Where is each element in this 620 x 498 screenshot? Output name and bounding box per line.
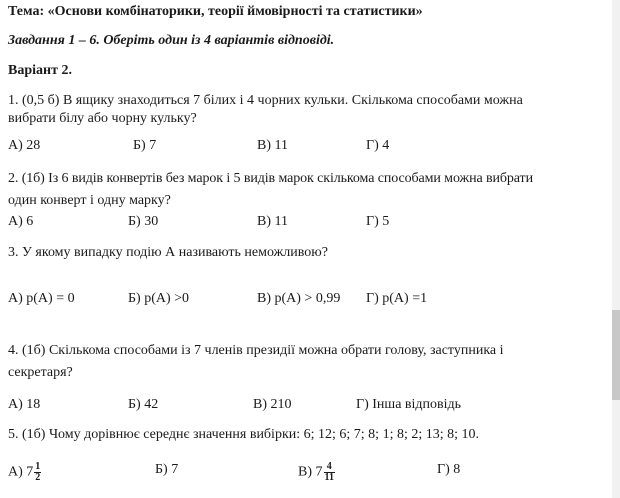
question-3-option-d: Г) р(А) =1 xyxy=(366,291,428,306)
topic-title: Тема: «Основи комбінаторики, теорії ймовірності та статистики» xyxy=(8,4,423,19)
scrollbar-thumb[interactable] xyxy=(612,310,620,400)
task-instruction: Завдання 1 – 6. Оберіть один із 4 варіантів відповіді. xyxy=(8,33,335,48)
fraction-numerator: 4 xyxy=(324,462,335,473)
question-4-line-2: секретаря? xyxy=(8,365,73,380)
question-1-option-d: Г) 4 xyxy=(366,138,390,153)
fraction xyxy=(34,462,41,483)
fraction-denominator: 2 xyxy=(35,472,41,483)
question-5-line-1: 5. (1б) Чому дорівнює середнє значення вибірки: 6; 12; 6; 7; 8; 1; 8; 2; 13; 8; 10. xyxy=(8,427,480,442)
question-4-option-d: Г) Інша відповідь xyxy=(356,397,462,412)
question-2-option-d: Г) 5 xyxy=(366,214,390,229)
question-5-option-a-prefix: А) 7 xyxy=(8,464,34,480)
question-4-option-b: Б) 42 xyxy=(128,397,159,412)
question-4-option-c: В) 210 xyxy=(253,397,292,412)
question-2-option-b: Б) 30 xyxy=(128,214,159,229)
question-4-option-a: А) 18 xyxy=(8,397,41,412)
question-4-line-1: 4. (1б) Скількома способами із 7 членів президії можна обрати голову, заступника і xyxy=(8,343,504,358)
vertical-scrollbar[interactable] xyxy=(612,0,620,498)
question-2-line-1: 2. (1б) Із 6 видів конвертів без марок і 5 видів марок скількома способами можна вибрати xyxy=(8,171,533,186)
fraction xyxy=(324,462,335,483)
question-1-option-b: Б) 7 xyxy=(133,138,157,153)
question-3-line-1: 3. У якому випадку подію А називають неможливою? xyxy=(8,245,328,260)
question-1-option-a: А) 28 xyxy=(8,138,41,153)
variant-heading: Варіант 2. xyxy=(8,63,72,78)
question-3-option-b: Б) р(А) >0 xyxy=(128,291,190,306)
fraction-denominator: 11 xyxy=(324,472,334,483)
fraction-numerator: 1 xyxy=(35,461,41,472)
question-5-option-b: Б) 7 xyxy=(155,462,179,477)
question-5-option-c xyxy=(298,462,335,483)
question-1-line-1: 1. (0,5 б) В ящику знаходиться 7 білих і 4 чорних кульки. Скількома способами можна xyxy=(8,93,523,108)
question-1-line-2: вибрати білу або чорну кульку? xyxy=(8,111,197,126)
question-1-option-c: В) 11 xyxy=(257,138,288,153)
question-2-option-a: А) 6 xyxy=(8,214,34,229)
question-3-option-c: В) р(А) > 0,99 xyxy=(257,291,341,306)
question-5-option-d: Г) 8 xyxy=(437,462,461,477)
question-3-option-a: А) р(А) = 0 xyxy=(8,291,75,306)
question-2-line-2: один конверт і одну марку? xyxy=(8,193,171,208)
question-5-option-c-prefix: В) 7 xyxy=(298,464,323,480)
question-5-option-a xyxy=(8,462,41,483)
question-2-option-c: В) 11 xyxy=(257,214,288,229)
